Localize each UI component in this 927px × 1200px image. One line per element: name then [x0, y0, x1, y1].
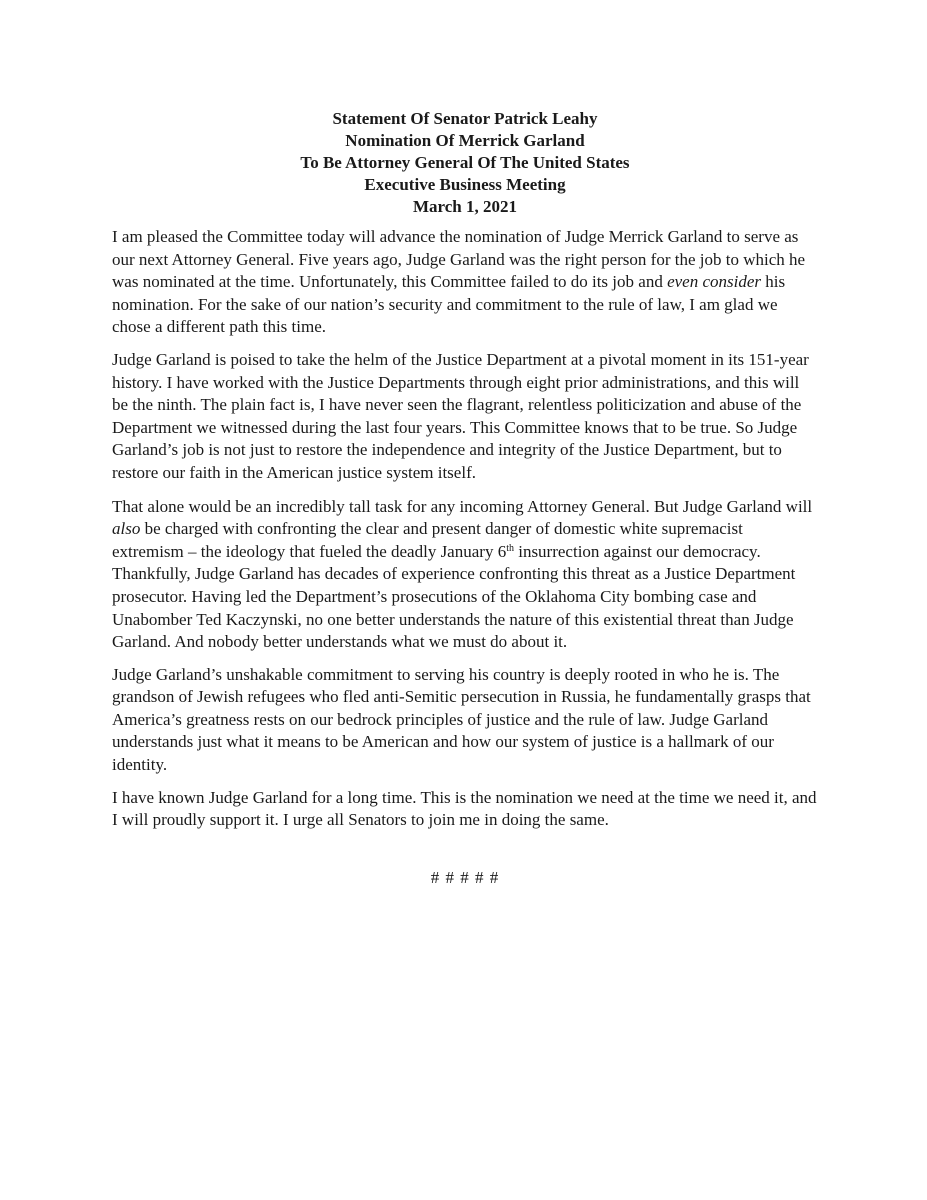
- paragraph-5: I have known Judge Garland for a long time. This is the nomination we need at the time we need it, and I will proudly support it. I urge all Senators to join me in doing the same.: [112, 787, 817, 830]
- paragraph-3: [112, 496, 818, 654]
- paragraph-1: [112, 226, 818, 339]
- paragraph-3-text-b: be charged with confronting the clear and present danger of domestic white supremacist extremism – the ideology that fueled the deadly January 6: [112, 519, 743, 561]
- end-mark: # # # # #: [430, 867, 500, 887]
- paragraph-3-emphasis: also: [112, 519, 141, 539]
- paragraph-1-text-a: I am pleased the Committee today will advance the nomination of Judge Merrick Garland to serve as our next Attorney General. Five years ago, Judge Garland was the right person for the job to which he was nominated at the time. Unfortunately, this Committee failed to do its job and: [112, 227, 806, 292]
- paragraph-1-emphasis: even consider: [667, 272, 762, 292]
- document-page: [112, 108, 818, 888]
- header-position: To Be Attorney General Of The United States: [300, 153, 630, 172]
- paragraph-3-text-c: insurrection against our democracy. Thankfully, Judge Garland has decades of experience confronting this threat as a Justice Department prosecutor. Having led the Department’s prosecutions of the Oklahoma City bombing case and Unabomber Ted Kaczynski, no one better understands the nature of this existential threat than Judge Garland. And nobody better understands what we must do about it.: [112, 541, 796, 652]
- document-header: [112, 108, 818, 218]
- header-date: March 1, 2021: [412, 197, 518, 216]
- paragraph-2: Judge Garland is poised to take the helm of the Justice Department at a pivotal moment in its 151-year history. I have worked with the Justice Departments through eight prior administrations, and this will be the ninth. The plain fact is, I have never seen the flagrant, relentless politicization and abuse of the Department we witnessed during the last four years. This Committee knows that to be true. So Judge Garland’s job is not just to restore the independence and integrity of the Justice Department, but to restore our faith in the American justice system itself.: [112, 349, 809, 482]
- header-meeting: Executive Business Meeting: [364, 175, 566, 194]
- paragraph-1-text-b: his nomination. For the sake of our nation’s security and commitment to the rule of law, I am glad we chose a different path this time.: [112, 272, 786, 337]
- header-title: Statement Of Senator Patrick Leahy: [332, 109, 598, 128]
- paragraph-4: Judge Garland’s unshakable commitment to serving his country is deeply rooted in who he is. The grandson of Jewish refugees who fled anti-Semitic persecution in Russia, he fundamentally grasps that America’s greatness rests on our bedrock principles of justice and the rule of law. Judge Garland understands just what it means to be American and how our system of justice is a hallmark of our identity.: [112, 664, 811, 775]
- paragraph-3-text-a: That alone would be an incredibly tall task for any incoming Attorney General. But Judge Garland will: [112, 496, 813, 516]
- header-nomination: Nomination Of Merrick Garland: [345, 131, 585, 150]
- paragraph-3-superscript: th: [506, 542, 514, 554]
